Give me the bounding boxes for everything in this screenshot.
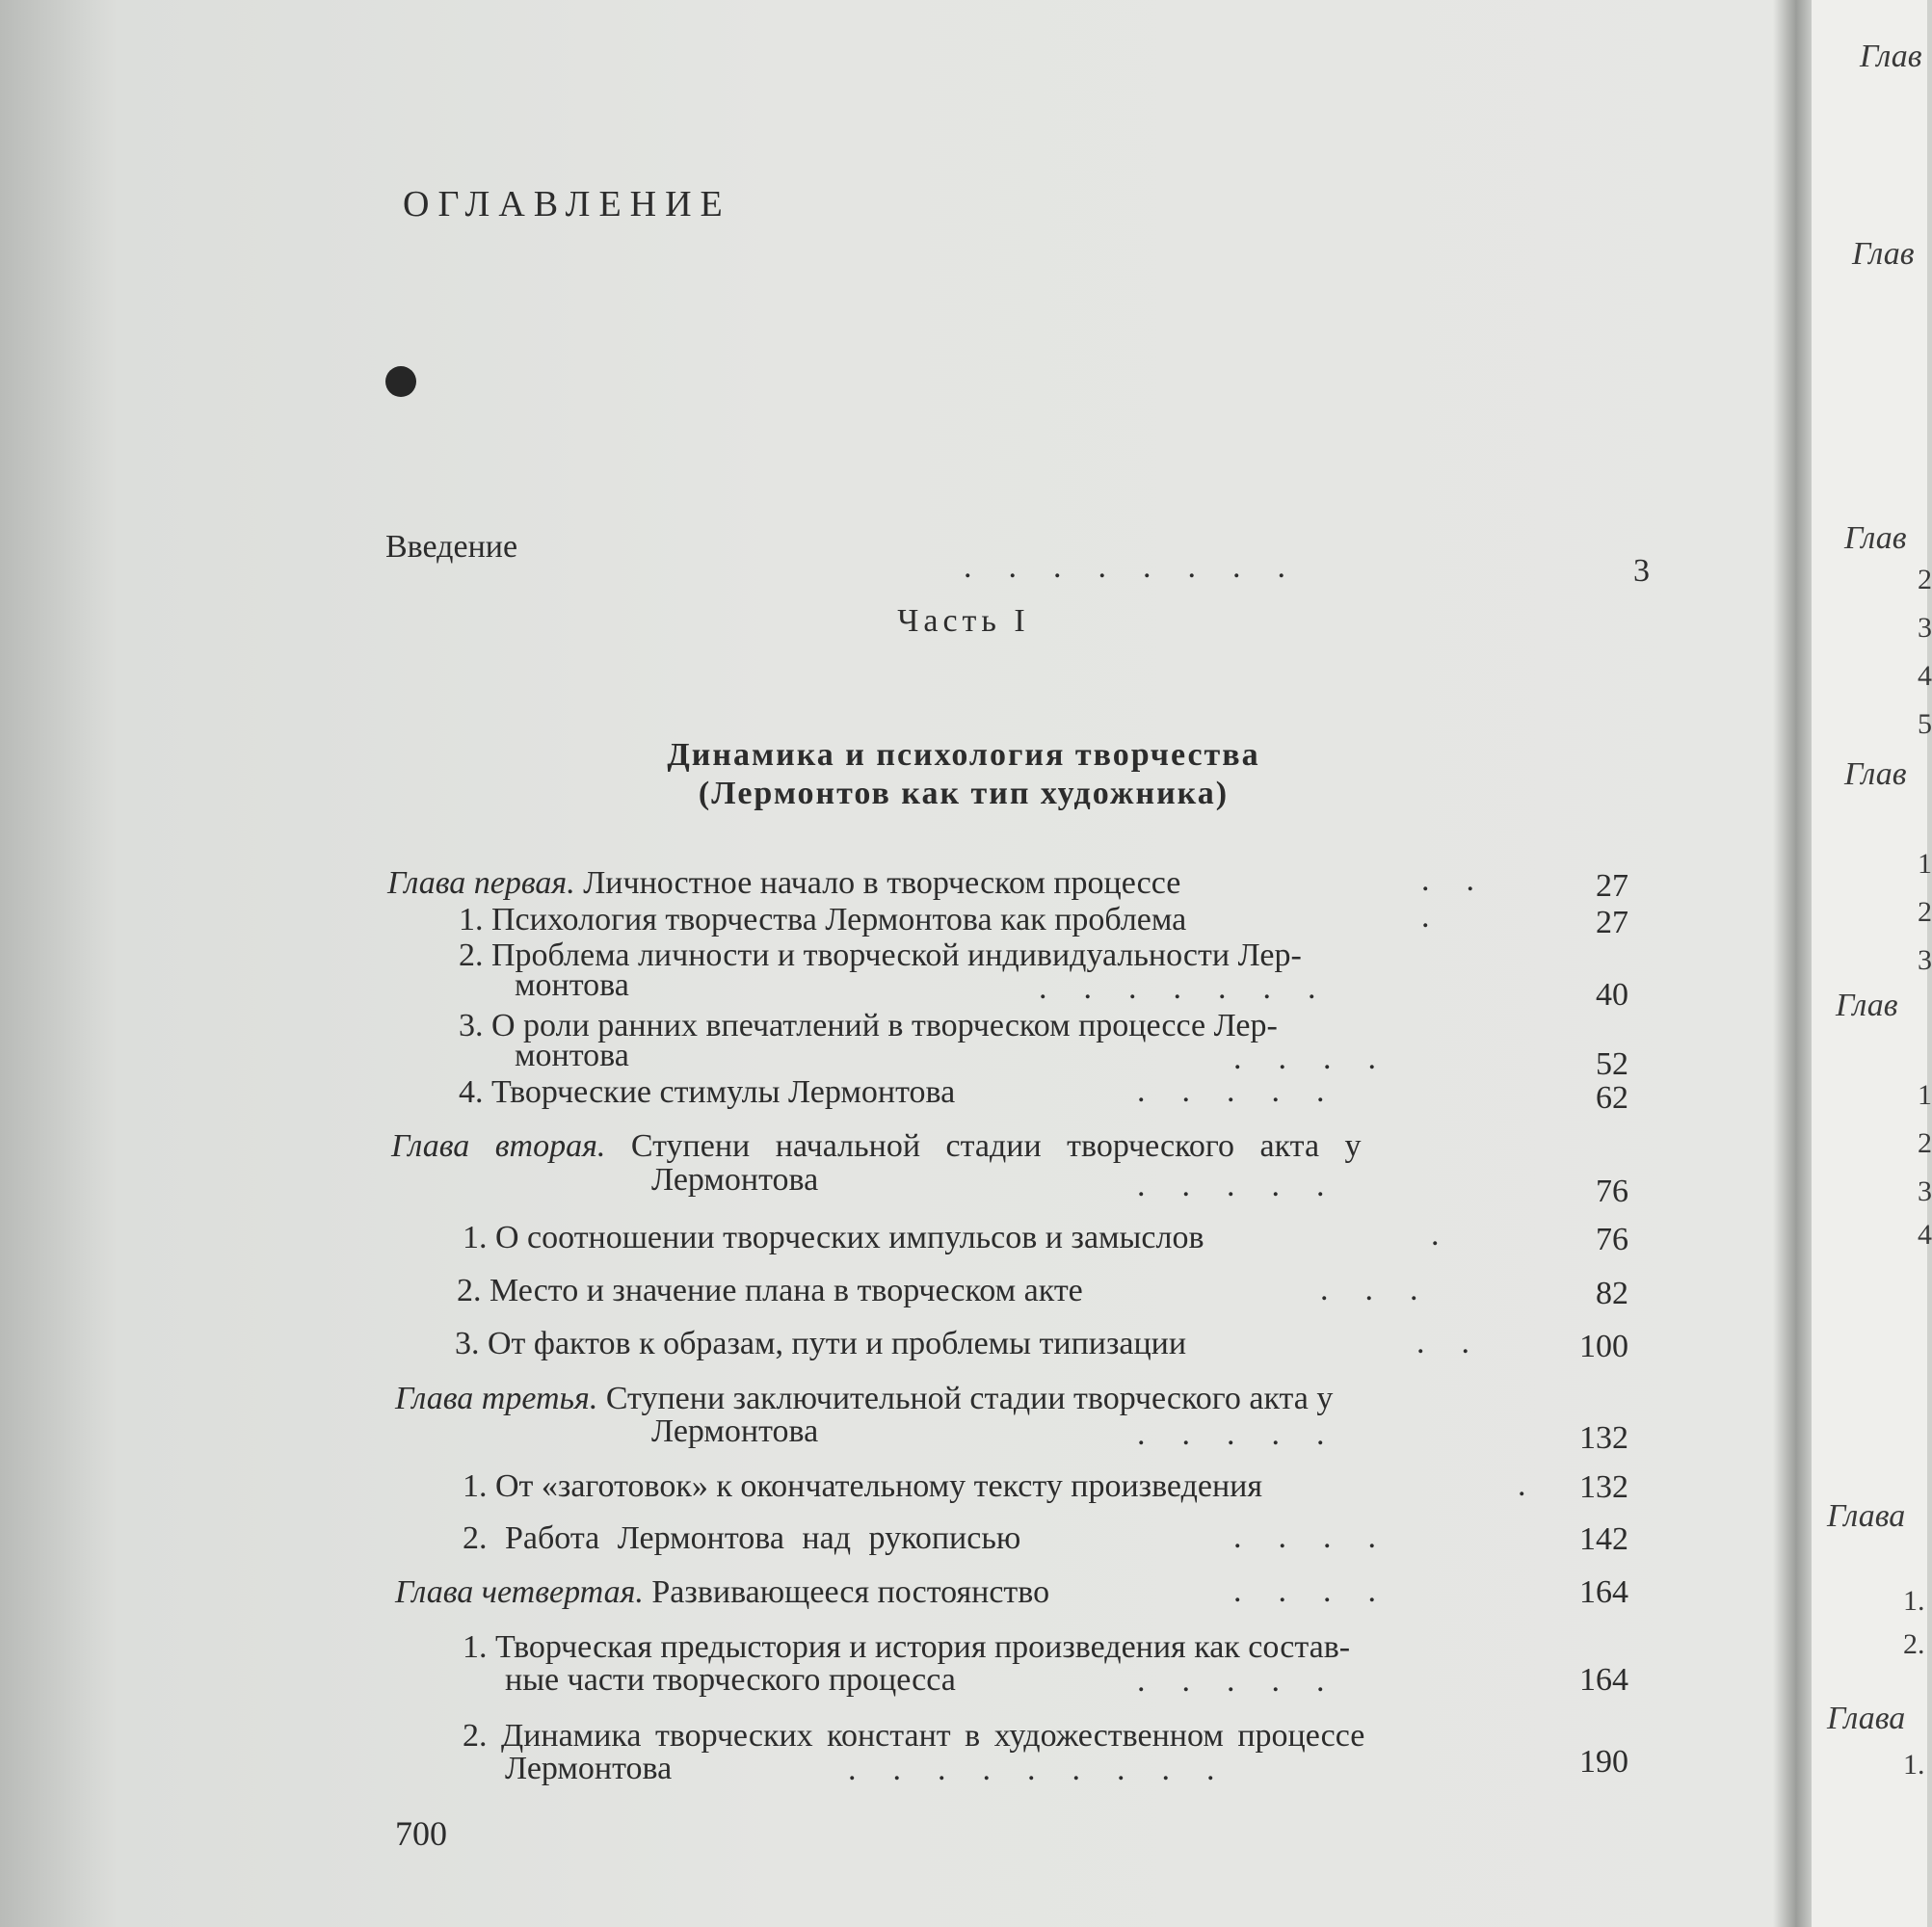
facing-page-fragment: Глав bbox=[1836, 988, 1898, 1023]
toc-chapter-1 bbox=[387, 864, 1180, 903]
facing-page-number: 1 bbox=[1918, 1079, 1932, 1111]
part-label: Часть I bbox=[897, 603, 1030, 639]
facing-page-number: 3 bbox=[1918, 612, 1932, 644]
book-left-edge bbox=[0, 0, 135, 1927]
facing-page-fragment: Глава bbox=[1827, 1701, 1906, 1736]
toc-page-number: 164 bbox=[1579, 1574, 1628, 1610]
toc-page-number: 142 bbox=[1579, 1521, 1628, 1557]
dot-leader: ... bbox=[1320, 1272, 1455, 1307]
dot-leader: .... bbox=[1233, 1573, 1413, 1609]
facing-page-fragment: Глав bbox=[1852, 236, 1915, 272]
facing-page-number: 3 bbox=[1918, 1175, 1932, 1207]
chapter-prefix: Глава первая. bbox=[387, 865, 575, 901]
dot-leader: ........ bbox=[964, 549, 1322, 585]
facing-page-number: 3 bbox=[1918, 944, 1932, 976]
dot-leader: . bbox=[1518, 1467, 1563, 1503]
toc-chapter-3 bbox=[395, 1380, 1333, 1418]
dot-leader: . bbox=[1421, 899, 1467, 935]
toc-section: 3. О роли ранних впечатлений в творческом процессе Лер- bbox=[459, 1008, 1278, 1043]
dot-leader: . bbox=[1431, 1217, 1476, 1253]
toc-section: 1. От «заготовок» к окончательному тексту произведения bbox=[463, 1468, 1262, 1504]
toc-entry-title: Введение bbox=[385, 529, 518, 565]
chapter-title: Ступени начальной стадии творческого акта у bbox=[630, 1128, 1362, 1164]
facing-page-number: 2. bbox=[1903, 1628, 1925, 1660]
facing-page-number: 2 bbox=[1918, 896, 1932, 928]
toc-section: 4. Творческие стимулы Лермонтова bbox=[459, 1074, 956, 1110]
facing-page-number: 1. bbox=[1903, 1585, 1925, 1617]
toc-page-number: 40 bbox=[1596, 977, 1628, 1013]
toc-chapter-4 bbox=[395, 1573, 1049, 1612]
toc-page-number: 82 bbox=[1596, 1276, 1628, 1311]
toc-chapter-cont: Лермонтова bbox=[651, 1413, 819, 1449]
chapter-prefix: Глава четвертая. bbox=[395, 1574, 644, 1610]
facing-page-fragment: Глава bbox=[1827, 1498, 1906, 1534]
toc-page-number: 62 bbox=[1596, 1080, 1628, 1116]
toc-page-number: 27 bbox=[1596, 868, 1628, 904]
facing-page-number: 4 bbox=[1918, 1219, 1932, 1251]
facing-page-fragment: Глав bbox=[1844, 756, 1907, 792]
facing-page-fragment: Глав bbox=[1860, 39, 1922, 74]
toc-section: 2. Проблема личности и творческой индивидуальности Лер- bbox=[459, 937, 1302, 973]
dot-leader: ..... bbox=[1137, 1073, 1362, 1109]
toc-chapter-cont: Лермонтова bbox=[651, 1162, 819, 1198]
facing-page bbox=[1812, 0, 1932, 1927]
facing-page-number: 2 bbox=[1918, 1127, 1932, 1159]
facing-page-number: 1 bbox=[1918, 848, 1932, 880]
toc-section: 2. Динамика творческих констант в художественном процессе bbox=[463, 1718, 1365, 1754]
dot-leader: ......... bbox=[848, 1752, 1252, 1787]
chapter-title: Личностное начало в творческом процессе bbox=[583, 865, 1181, 901]
toc-section: 1. Психология творчества Лермонтова как проблема bbox=[459, 902, 1187, 937]
book-gutter bbox=[1773, 0, 1812, 1927]
facing-page-number: 2 bbox=[1918, 564, 1932, 595]
dot-leader: ..... bbox=[1137, 1168, 1362, 1203]
facing-page-fragment: Глав bbox=[1844, 520, 1907, 556]
toc-section: 3. От фактов к образам, пути и проблемы типизации bbox=[455, 1326, 1187, 1361]
toc-page-number: 132 bbox=[1579, 1469, 1628, 1505]
chapter-prefix: Глава вторая. bbox=[391, 1128, 606, 1164]
toc-section: 2. Место и значение плана в творческом акте bbox=[457, 1273, 1083, 1308]
toc-page-number: 190 bbox=[1579, 1744, 1628, 1780]
bullet-mark bbox=[385, 366, 416, 397]
chapter-title: Развивающееся постоянство bbox=[651, 1574, 1050, 1610]
toc-section-cont: Лермонтова bbox=[505, 1751, 673, 1786]
dot-leader: ..... bbox=[1137, 1663, 1362, 1699]
dot-leader: ....... bbox=[1039, 970, 1353, 1006]
toc-page-number: 76 bbox=[1596, 1222, 1628, 1257]
chapter-prefix: Глава третья. bbox=[395, 1381, 598, 1416]
dot-leader: .... bbox=[1233, 1519, 1413, 1555]
toc-chapter-2 bbox=[391, 1127, 1362, 1166]
toc-section-cont: ные части творческого процесса bbox=[505, 1662, 956, 1698]
dot-leader: .... bbox=[1233, 1041, 1413, 1076]
part-subtitle: (Лермонтов как тип художника) bbox=[698, 776, 1230, 811]
page-title: ОГЛАВЛЕНИЕ bbox=[403, 184, 731, 224]
facing-page-number: 1. bbox=[1903, 1749, 1925, 1781]
toc-section-cont: монтова bbox=[515, 1038, 629, 1073]
toc-page-number: 3 bbox=[1633, 553, 1650, 589]
dot-leader: .. bbox=[1421, 862, 1511, 898]
toc-section-cont: монтова bbox=[515, 967, 629, 1003]
toc-page-number: 27 bbox=[1596, 905, 1628, 940]
toc-page-number: 100 bbox=[1579, 1329, 1628, 1364]
toc-page-number: 164 bbox=[1579, 1662, 1628, 1698]
toc-page-number: 52 bbox=[1596, 1046, 1628, 1082]
toc-section: 1. Творческая предыстория и история произведения как состав- bbox=[463, 1629, 1351, 1665]
part-title: Динамика и психология творчества bbox=[667, 737, 1260, 773]
dot-leader: ..... bbox=[1137, 1416, 1362, 1452]
toc-page-number: 76 bbox=[1596, 1174, 1628, 1209]
page-folio: 700 bbox=[395, 1814, 447, 1853]
chapter-title: Ступени заключительной стадии творческого акта у bbox=[605, 1381, 1334, 1416]
toc-page-number: 132 bbox=[1579, 1420, 1628, 1456]
toc-section: 2. Работа Лермонтова над рукописью bbox=[463, 1520, 1021, 1556]
facing-page-number: 5 bbox=[1918, 708, 1932, 740]
toc-section: 1. О соотношении творческих импульсов и замыслов bbox=[463, 1220, 1204, 1255]
facing-page-number: 4 bbox=[1918, 660, 1932, 692]
dot-leader: .. bbox=[1416, 1325, 1506, 1360]
